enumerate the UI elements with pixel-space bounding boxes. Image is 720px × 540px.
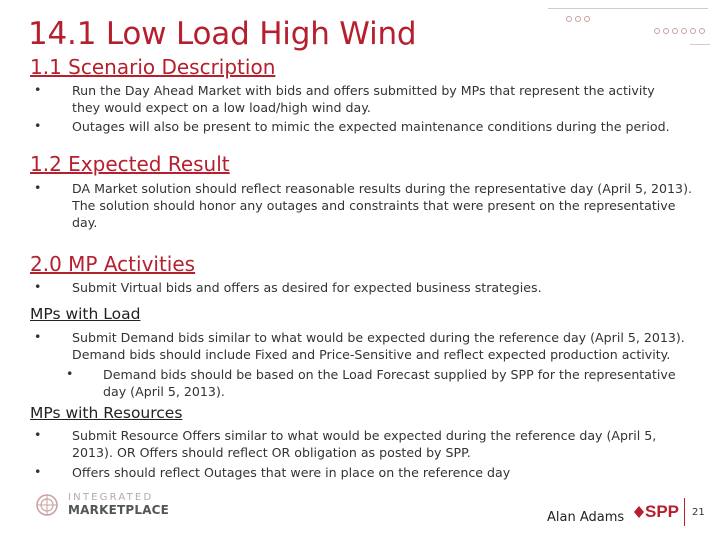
section-heading-mp-activities: 2.0 MP Activities (30, 252, 196, 276)
header-rule-right (690, 44, 710, 45)
header-rule (548, 8, 708, 9)
bullet-text: DA Market solution should reflect reasonable results during the representative day (April 5, 2013). (72, 181, 692, 196)
bullet-text: Offers should reflect Outages that were in place on the reference day (72, 465, 511, 480)
sub-bullet-marker: • (66, 366, 74, 381)
bullet-text: Demand bids should include Fixed and Price-Sensitive and reflect expected production activity. (72, 347, 671, 362)
bullet-marker: • (34, 427, 42, 442)
bullet-text: Submit Resource Offers similar to what would be expected during the reference day (April 5, (72, 428, 657, 443)
presenter-name: Alan Adams (547, 510, 625, 525)
sub-bullet-text: day (April 5, 2013). (103, 384, 225, 399)
logo-top-text: INTEGRATED (68, 492, 154, 503)
bullet-marker: • (34, 118, 42, 133)
bullet-text: day. (72, 215, 98, 230)
bullet-text: Outages will also be present to mimic the expected maintenance conditions during the period. (72, 119, 670, 134)
integrated-marketplace-logo (30, 492, 175, 518)
header-dots-top (566, 16, 590, 22)
bullet-marker: • (34, 464, 42, 479)
spp-logo-text: SPP (645, 502, 680, 521)
bullet-text: 2013). OR Offers should reflect OR obligation as posted by SPP. (72, 445, 471, 460)
bullet-marker: • (34, 279, 42, 294)
bullet-text: Submit Virtual bids and offers as desired for expected business strategies. (72, 280, 542, 295)
bullet-text: The solution should honor any outages and constraints that were present on the representative (72, 198, 676, 213)
subheading-mps-with-load: MPs with Load (30, 305, 141, 323)
footer-divider (684, 498, 685, 526)
bullet-text: Run the Day Ahead Market with bids and offers submitted by MPs that represent the activity (72, 83, 655, 98)
section-heading-scenario: 1.1 Scenario Description (30, 55, 276, 79)
slide-title: 14.1 Low Load High Wind (28, 16, 417, 52)
subheading-mps-with-resources: MPs with Resources (30, 404, 183, 422)
sub-bullet-text: Demand bids should be based on the Load Forecast supplied by SPP for the representative (103, 367, 676, 382)
bullet-text: they would expect on a low load/high wind day. (72, 100, 371, 115)
bullet-marker: • (34, 82, 42, 97)
marketplace-emblem-icon (30, 493, 64, 517)
spp-logo (634, 500, 682, 526)
page-number: 21 (692, 507, 705, 518)
section-heading-expected-result: 1.2 Expected Result (30, 152, 230, 176)
bullet-marker: • (34, 180, 42, 195)
spp-emblem-icon (634, 506, 644, 518)
header-dots-right (654, 28, 705, 34)
bullet-marker: • (34, 329, 42, 344)
bullet-text: Submit Demand bids similar to what would be expected during the reference day (April 5, 2013). (72, 330, 685, 345)
logo-bottom-text: MARKETPLACE (68, 503, 170, 517)
